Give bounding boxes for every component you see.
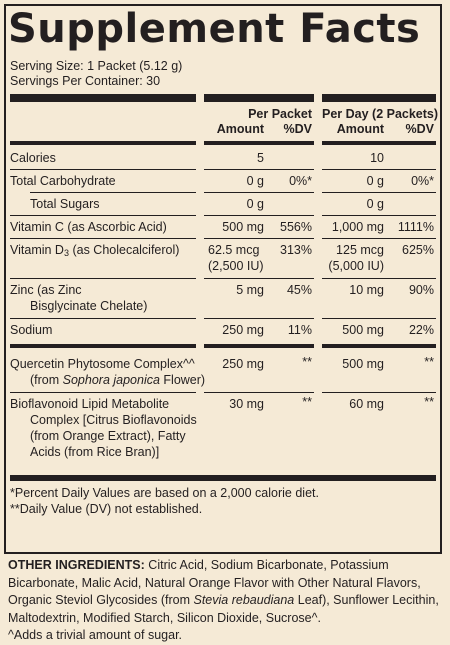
- ingredient-source: [30, 373, 205, 388]
- per-day-amount: 500 mg: [342, 323, 384, 337]
- serving-size: Serving Size: 1 Packet (5.12 g): [10, 59, 183, 73]
- per-day-amount: 500 mg: [342, 357, 384, 371]
- row-divider: [204, 169, 314, 170]
- row-divider: [10, 215, 196, 216]
- nutrient-name: Total Sugars: [30, 197, 100, 211]
- per-packet-dv: 556%: [280, 220, 312, 234]
- per-packet-amount: 5: [257, 151, 264, 165]
- servings-per-container: Servings Per Container: 30: [10, 74, 161, 88]
- header-per-packet: Per Packet: [248, 107, 312, 121]
- per-packet-amount: 0 g: [246, 197, 264, 211]
- nutrient-name: Total Carbohydrate: [10, 174, 116, 188]
- nutrient-name-part: (as Cholecalciferol): [68, 243, 180, 257]
- header-amount-packet: Amount: [216, 122, 264, 136]
- per-day-amount: 10 mg: [349, 283, 384, 297]
- footnote-not-established: **Daily Value (DV) not established.: [10, 502, 203, 516]
- nutrient-name-line2: Bisglycinate Chelate): [30, 299, 148, 313]
- source-text: Flower): [159, 373, 206, 387]
- per-packet-dv: 45%: [286, 283, 312, 297]
- thick-divider-right: [322, 94, 436, 102]
- ingredient-name: Bioflavonoid Lipid Metabolite: [10, 397, 170, 411]
- nutrient-subscript: 3: [63, 248, 69, 258]
- other-ingredients-label: OTHER INGREDIENTS:: [8, 558, 145, 572]
- per-packet-amount: 500 mg: [222, 220, 264, 234]
- ingredient-name: Quercetin Phytosome Complex^^: [10, 357, 195, 371]
- other-ingredients: [8, 557, 444, 645]
- medium-divider-mid: [204, 141, 314, 145]
- row-divider: [322, 169, 436, 170]
- header-dv-packet: %DV: [283, 122, 312, 136]
- thick-divider-bottom: [10, 475, 436, 481]
- per-day-amount-iu: (5,000 IU): [328, 259, 384, 273]
- per-packet-dv: 11%: [287, 323, 312, 337]
- row-divider: [10, 278, 196, 279]
- medium-divider-left: [10, 344, 196, 348]
- per-day-amount: 125 mcg: [336, 243, 384, 257]
- per-day-amount: 0 g: [366, 197, 384, 211]
- per-day-dv: **: [424, 355, 434, 369]
- row-divider: [322, 238, 436, 239]
- per-day-amount: 60 mg: [349, 397, 384, 411]
- row-divider: [204, 192, 314, 193]
- per-day-dv: 90%: [408, 283, 434, 297]
- thick-divider-mid: [204, 94, 314, 102]
- header-amount-day: Amount: [336, 122, 384, 136]
- per-packet-amount: 250 mg: [222, 323, 264, 337]
- medium-divider-right: [322, 344, 436, 348]
- per-packet-dv: **: [302, 355, 312, 369]
- row-divider: [10, 238, 196, 239]
- trivial-sugar-note: ^Adds a trivial amount of sugar.: [8, 628, 183, 642]
- header-per-day: Per Day (2 Packets): [322, 107, 439, 121]
- nutrient-name: Zinc (as Zinc: [10, 283, 82, 297]
- row-divider: [322, 215, 436, 216]
- nutrient-name: Vitamin C (as Ascorbic Acid): [10, 220, 167, 234]
- per-day-dv: 625%: [402, 243, 434, 257]
- source-text: (from: [30, 373, 63, 387]
- row-divider: [30, 192, 196, 193]
- row-divider: [204, 392, 314, 393]
- per-day-amount: 1,000 mg: [331, 220, 384, 234]
- ingredient-name-line2: Complex [Citrus Bioflavonoids: [30, 413, 197, 427]
- row-divider: [204, 318, 314, 319]
- row-divider: [204, 238, 314, 239]
- ingredient-name-line3: (from Orange Extract), Fatty: [30, 429, 186, 443]
- row-divider: [10, 392, 196, 393]
- per-packet-amount: 0 g: [246, 174, 264, 188]
- per-packet-amount-iu: (2,500 IU): [208, 259, 264, 273]
- row-divider: [10, 169, 196, 170]
- ingredients-latin-name: Stevia rebaudiana: [193, 593, 295, 607]
- ingredient-name-line4: Acids (from Rice Bran)]: [30, 445, 160, 459]
- per-day-dv: 22%: [408, 323, 434, 337]
- row-divider: [204, 215, 314, 216]
- row-divider: [322, 278, 436, 279]
- ingredients-text: Leaf), Sunflower Lecithin, Maltodextrin, Modified Starch, Silicon Dioxide, Sucrose^.: [8, 593, 439, 625]
- per-day-dv: **: [424, 395, 434, 409]
- panel-title: Supplement Facts: [8, 6, 421, 52]
- row-divider: [10, 318, 196, 319]
- per-day-dv: 0%*: [411, 174, 434, 188]
- per-packet-dv: **: [302, 395, 312, 409]
- row-divider: [204, 278, 314, 279]
- per-day-dv: 1111%: [397, 220, 434, 234]
- per-packet-dv: 0%*: [289, 174, 312, 188]
- row-divider: [322, 392, 436, 393]
- nutrient-name-part: Vitamin D: [10, 243, 64, 257]
- nutrient-name: [10, 243, 179, 258]
- row-divider: [322, 318, 436, 319]
- nutrient-name: Sodium: [10, 323, 53, 337]
- header-dv-day: %DV: [405, 122, 434, 136]
- per-packet-amount: 30 mg: [229, 397, 264, 411]
- source-latin-name: Sophora japonica: [62, 373, 160, 387]
- per-packet-amount: 5 mg: [236, 283, 264, 297]
- footnote-daily-values: *Percent Daily Values are based on a 2,000 calorie diet.: [10, 486, 319, 500]
- per-day-amount: 10: [370, 151, 384, 165]
- nutrient-name: Calories: [10, 151, 56, 165]
- per-packet-dv: 313%: [280, 243, 312, 257]
- thick-divider-left: [10, 94, 196, 102]
- ingredients-text: Citric Acid, Sodium Bicarbonate, Potassium Bicarbonate, Malic Acid, Natural Orange Flavor with Other Natural Flavors, Organic Steviol Glycosides (from: [8, 558, 421, 607]
- row-divider: [322, 192, 436, 193]
- per-packet-amount: 250 mg: [222, 357, 264, 371]
- per-packet-amount: 62.5 mcg: [208, 243, 260, 257]
- medium-divider-right: [322, 141, 436, 145]
- medium-divider-left: [10, 141, 196, 145]
- per-day-amount: 0 g: [366, 174, 384, 188]
- medium-divider-mid: [204, 344, 314, 348]
